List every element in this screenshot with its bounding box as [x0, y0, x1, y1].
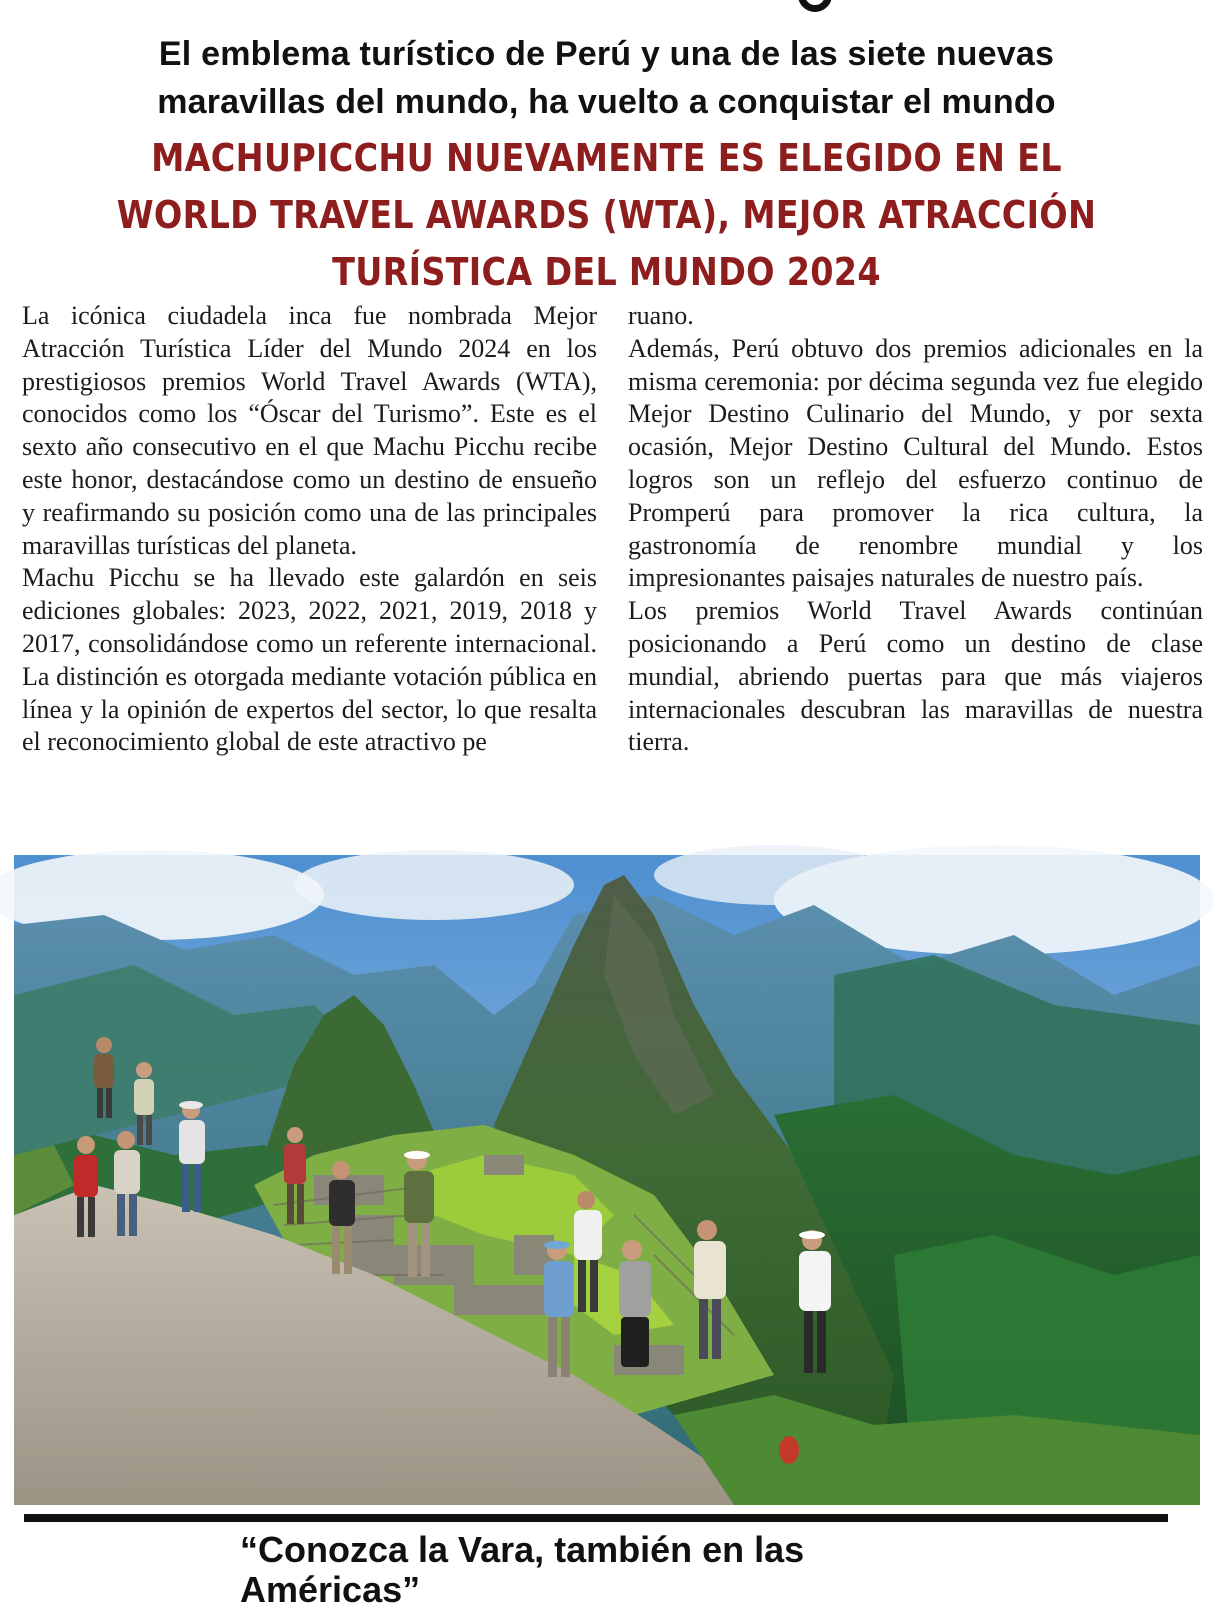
article-column-right	[628, 300, 1203, 759]
headline	[90, 130, 1122, 301]
kicker	[20, 30, 1193, 126]
machu-picchu-photo	[14, 855, 1200, 1505]
paragraph-3: Además, Perú obtuvo dos premios adicionales en la misma ceremonia: por décima segunda vez fue elegido Mejor Destino Culinario del Mundo, y por sexta ocasión, Mejor Destino Cultural del Mundo. Estos logros son un reflejo del esfuerzo continuo de Promperú para promover la rica cultura, la gastronomía de renombre mundial y los impresionantes paisajes naturales de nuestro país.	[628, 333, 1203, 593]
paragraph-1: La icónica ciudadela inca fue nombrada Mejor Atracción Turística Líder del Mundo 2024 en los prestigiosos premios World Travel Awards (WTA), conocidos como los “Óscar del Turismo”. Este es el sexto año consecutivo en el que Machu Picchu recibe este honor, destacándose como un destino de ensueño y reafirmando su posición como una de las principales maravillas turísticas del planeta.	[22, 301, 597, 560]
headline-line-2: WORLD TRAVEL AWARDS (WTA), MEJOR ATRACCIÓN	[116, 193, 1097, 237]
headline-line-3: TURÍSTICA DEL MUNDO 2024	[332, 250, 881, 294]
paragraph-2-continued: ruano.	[628, 301, 694, 330]
footer-partial-text: “Conozca la Vara, también en las Américas”	[240, 1529, 805, 1610]
footer-rule	[24, 1514, 1168, 1522]
top-cutoff-glyph	[798, 0, 832, 12]
kicker-line-1: El emblema turístico de Perú y una de las siete nuevas	[158, 35, 1055, 73]
paragraph-2: Machu Picchu se ha llevado este galardón en seis ediciones globales: 2023, 2022, 2021, 2019, 2018 y 2017, consolidándose como un referente internacional. La distinción es otorgada mediante votación pública en línea y la opinión de expertos del sector, lo que resalta el reconocimiento global de este atractivo pe	[22, 563, 597, 757]
kicker-line-2: maravillas del mundo, ha vuelto a conquistar el mundo	[157, 83, 1056, 121]
headline-line-1: MACHUPICCHU NUEVAMENTE ES ELEGIDO EN EL	[151, 136, 1062, 180]
article-column-left	[22, 300, 597, 759]
paragraph-4: Los premios World Travel Awards continúan posicionando a Perú como un destino de clase mundial, abriendo puertas para que más viajeros internacionales descubran las maravillas de nuestra tierra.	[628, 596, 1203, 757]
